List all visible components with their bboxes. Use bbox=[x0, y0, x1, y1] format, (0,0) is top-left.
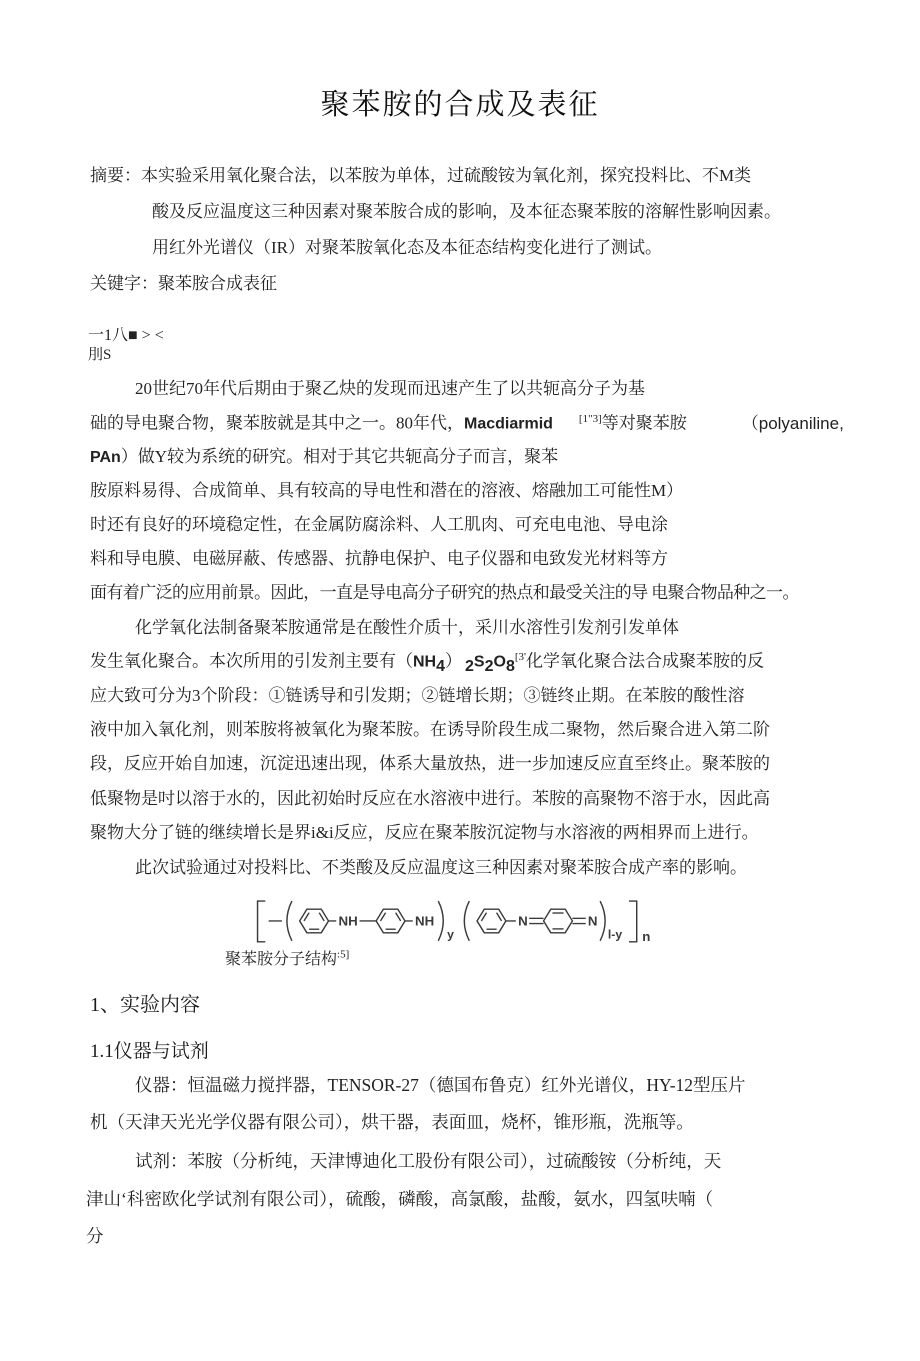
formula-sub-2a: 2 bbox=[465, 658, 474, 676]
nh-label-2: NH bbox=[414, 914, 435, 929]
reagents-line-1: 试剂：苯胺（分析纯，天津博迪化工股份有限公司），过硫酸铵（分析纯，天 bbox=[135, 1151, 722, 1171]
formula-o: O bbox=[493, 653, 506, 671]
macdiarmid-name: Macdiarmid bbox=[464, 415, 553, 433]
document-title: 聚苯胺的合成及表征 bbox=[320, 89, 600, 121]
keywords-line: 关键字：聚苯胺合成表征 bbox=[90, 274, 277, 293]
polyaniline-structure-drawing bbox=[252, 899, 660, 945]
subscript-y: y bbox=[447, 928, 454, 942]
instruments-line-2: 机（天津天光光学仪器有限公司），烘干器，表面皿，烧杯，锥形瓶，洗瓶等。 bbox=[90, 1112, 694, 1132]
abstract-line-2: 酸及反应温度这三种因素对聚苯胺合成的影响，及本征态聚苯胺的溶解性影响因素。 bbox=[152, 202, 781, 221]
subscript-n: n bbox=[642, 929, 651, 944]
intro-line-5: 时还有良好的环境稳定性，在金属防腐涂料、人工肌肉、可充电电池、导电涂 bbox=[90, 515, 668, 534]
polyaniline-latin: （polyaniline, bbox=[741, 413, 844, 433]
intro-line-3-text: ）做Y较为系统的研究。相对于其它共轭高分子而言，聚苯 bbox=[120, 447, 559, 466]
close-paren-1 bbox=[438, 901, 443, 941]
molecular-structure-figure bbox=[252, 899, 660, 945]
abstract-line-1: 摘要：本实验采用氧化聚合法，以苯胺为单体，过硫酸铵为氧化剂，探究投料比、不M类 bbox=[90, 166, 752, 185]
mechanism-line-2 bbox=[90, 651, 764, 676]
open-paren-2 bbox=[464, 901, 469, 941]
pan-abbrev: PAn bbox=[90, 449, 121, 466]
instruments-line-1: 仪器：恒温磁力搅拌器，TENSOR-27（德国布鲁克）红外光谱仪，HY-12型压片 bbox=[135, 1075, 746, 1095]
intro-line-6: 料和导电膜、电磁屏蔽、传感器、抗静电保护、电子仪器和电致发光材料等方 bbox=[90, 549, 668, 568]
subsection-heading-instruments: 1.1仪器与试剂 bbox=[90, 1041, 209, 1062]
figure-caption bbox=[225, 946, 349, 969]
garbled-heading-line-1: 一1八■ > < bbox=[88, 327, 164, 344]
intro-line-2-text-b: 等对聚苯胺 bbox=[601, 413, 687, 433]
left-bracket bbox=[258, 901, 266, 942]
formula-sub-2b: 2 bbox=[484, 658, 494, 676]
reagents-line-3: 分 bbox=[86, 1226, 104, 1246]
right-bracket bbox=[629, 901, 637, 942]
mechanism-line-7: 聚物大分了链的继续增长是界i&i反应，反应在聚苯胺沉淀物与水溶液的两相界而上进行。 bbox=[90, 823, 759, 842]
close-paren-2 bbox=[600, 901, 605, 941]
figure-caption-citation: :5] bbox=[337, 948, 350, 961]
mechanism-line-2-text: 发生氧化聚合。本次所用的引发剂主要有（ bbox=[90, 651, 413, 671]
nh-label-1: NH bbox=[338, 914, 358, 929]
formula-sub-4: 4 bbox=[436, 658, 446, 676]
section-heading-experiment: 1、实验内容 bbox=[90, 994, 200, 1016]
intro-line-1: 20世纪70年代后期由于聚乙炔的发现而迅速产生了以共轭高分子为基 bbox=[135, 379, 645, 398]
intro-line-3 bbox=[90, 447, 558, 467]
citation-1-3: [1"3] bbox=[578, 413, 602, 425]
mechanism-line-1: 化学氧化法制备聚苯胺通常是在酸性介质十，采川水溶性引发剂引发单体 bbox=[135, 618, 679, 637]
formula-nh: NH bbox=[413, 653, 437, 671]
mechanism-line-6: 低聚物是吋以溶于水的，因此初始时反应在水溶液中进行。苯胺的高聚物不溶于水，因此高 bbox=[90, 789, 770, 808]
citation-3: [3' bbox=[514, 651, 527, 663]
mechanism-line-3: 应大致可分为3个阶段：①链诱导和引发期；②链增长期；③链终止期。在苯胺的酸性溶 bbox=[90, 686, 745, 705]
abstract-line-3: 用红外光谱仪（IR）对聚苯胺氧化态及本征态结构变化进行了测试。 bbox=[152, 238, 662, 257]
formula-sub-8: 8 bbox=[505, 658, 515, 676]
mechanism-line-2-rest: 化学氧化聚合法合成聚苯胺的反 bbox=[526, 651, 765, 671]
open-paren-1 bbox=[287, 901, 292, 941]
mechanism-line-5: 段，反应开始自加速，沉淀迅速出现，体系大量放热，进一步加速反应直至终止。聚苯胺的 bbox=[90, 754, 770, 773]
intro-line-7: 面有着广泛的应用前景。因此，一直是导电高分子研究的热点和最受关注的导 电聚合物品种之一。 bbox=[90, 583, 799, 602]
reagents-line-2: 津山‘科密欧化学试剂有限公司），硫酸，磷酸，高氯酸，盐酸，氨水，四氢呋喃（ bbox=[86, 1189, 714, 1209]
figure-caption-text: 聚苯胺分子结构 bbox=[225, 951, 338, 968]
intro-line-2-text: 础的导电聚合物，聚苯胺就是其中之一。80年代， bbox=[90, 413, 464, 433]
formula-close-paren: ） bbox=[445, 651, 463, 671]
formula-s: S bbox=[473, 653, 485, 671]
intro-line-4: 胺原料易得、合成简单、具有较高的导电性和潜在的溶液、熔融加工可能性M） bbox=[90, 481, 684, 500]
intro-line-2 bbox=[90, 413, 844, 434]
mechanism-line-8: 此次试验通过对投料比、不类酸及反应温度这三种因素对聚苯胺合成产率的影响。 bbox=[135, 858, 747, 877]
n-label-2: N bbox=[587, 914, 598, 929]
n-label-1: N bbox=[518, 914, 528, 929]
subscript-l-y: l-y bbox=[607, 928, 623, 942]
mechanism-line-4: 液中加入氧化剂，则苯胺将被氧化为聚苯胺。在诱导阶段生成二聚物，然后聚合进入第二阶 bbox=[90, 720, 770, 739]
garbled-heading-line-2: 刖S bbox=[88, 347, 112, 363]
